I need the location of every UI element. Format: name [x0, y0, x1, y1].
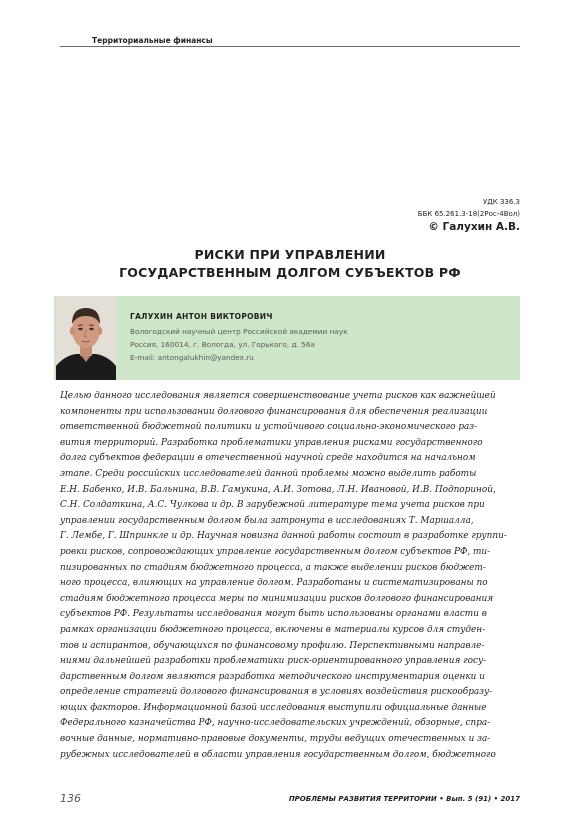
abstract-line: Целью данного исследования является совершенствование учета рисков как важнейшей: [60, 391, 496, 401]
abstract-line: рамках организации бюджетного процесса, включены в материалы курсов для студен-: [60, 624, 486, 635]
abstract-line: компоненты при использовании долгового финансирования для обеспечения реализации: [60, 406, 488, 417]
journal-footer: ПРОБЛЕМЫ РАЗВИТИЯ ТЕРРИТОРИИ • Вып. 5 (91) • 2017: [288, 795, 520, 803]
classification-codes: [418, 196, 520, 220]
author-name: ГАЛУХИН АНТОН ВИКТОРОВИЧ: [130, 312, 273, 321]
abstract-line: вития территорий. Разработка проблематики управления рисками государственного: [60, 437, 483, 448]
author-affiliation: Вологодский научный центр Российской академии наук: [130, 327, 348, 336]
abstract-line: управлении государственным долгом была затронута в исследованиях Т. Маршалла,: [60, 515, 474, 526]
page-number: 136: [60, 792, 81, 805]
abstract-line: вочные данные, нормативно-правовые документы, труды ведущих отечественных и за-: [60, 734, 491, 745]
header-rule: [60, 46, 520, 47]
abstract-line: этапе. Среди российских исследователей данной проблемы можно выделить работы: [60, 468, 477, 479]
copyright-notice: © Галухин А.В.: [428, 221, 520, 233]
abstract-line: пизированных по стадиям бюджетного процесса, а также выделении рисков бюджет-: [60, 562, 486, 573]
abstract-line: ного процесса, влияющих на управление долгом. Разработаны и систематизированы по: [60, 578, 488, 589]
abstract-line: ниями дальнейшей разработки проблематики риск-ориентированного управления госу-: [60, 656, 487, 667]
abstract-line: дарственным долгом являются разработка методического инструментария оценки и: [60, 671, 485, 682]
bbk-code: ББК 65.261.3-18(2Рос-4Вол): [417, 210, 520, 218]
abstract-line: ответственной бюджетной политики и устойчивого социально-экономического раз-: [60, 422, 478, 433]
title-line-1: РИСКИ ПРИ УПРАВЛЕНИИ: [194, 247, 386, 262]
abstract-line: стадиям бюджетного процесса меры по минимизации рисков долгового финансирования: [60, 593, 494, 604]
abstract-line: Федерального казначейства РФ, научно-исследовательских учреждений, обзорные, спра-: [60, 718, 491, 729]
abstract-line: долга субъектов федерации в отечественной научной среде находится на начальном: [60, 453, 476, 464]
author-photo: [56, 296, 116, 380]
section-label: Территориальные финансы: [92, 36, 213, 45]
udc-code: УДК 336.3: [483, 198, 520, 206]
title-line-2: ГОСУДАРСТВЕННЫМ ДОЛГОМ СУБЪЕКТОВ РФ: [119, 265, 461, 280]
abstract-line: ровки рисков, сопровождающих управление государственным долгом субъектов РФ, ти-: [60, 546, 491, 557]
abstract-line: Г. Лембе, Г. Шпринкле и др. Научная новизна данной работы состоит в разработке группи-: [60, 531, 507, 542]
author-email: E-mail: antongalukhin@yandex.ru: [130, 353, 254, 362]
abstract-line: определение стратегий долгового финансирования в условиях воздействия рискообразу-: [60, 687, 493, 698]
abstract-line: ющих факторов. Информационной базой исследования выступили официальные данные: [60, 702, 487, 713]
abstract-line: субъектов РФ. Результаты исследования могут быть использованы органами власти в: [60, 609, 487, 620]
abstract-line: Е.Н. Бабенко, И.В. Бальнина, В.В. Гамукина, А.И. Зотова, Л.Н. Ивановой, И.В. Подпориной,: [60, 484, 496, 495]
author-info: [130, 310, 348, 364]
author-portrait-image: [56, 296, 116, 380]
author-box: [54, 296, 520, 380]
abstract-line: тов и аспирантов, обучающихся по финансовому профилю. Перспективными направле-: [60, 640, 485, 651]
abstract: [60, 389, 516, 763]
article-title: [60, 246, 520, 282]
author-address: Россия, 160014, г. Вологда, ул. Горького, д. 56а: [130, 340, 315, 349]
abstract-line: рубежных исследователей в области управления государственным долгом, бюджетного: [60, 749, 496, 760]
abstract-line: С.Н. Солдаткина, А.С. Чулкова и др. В зарубежной литературе тема учета рисков при: [60, 500, 485, 511]
